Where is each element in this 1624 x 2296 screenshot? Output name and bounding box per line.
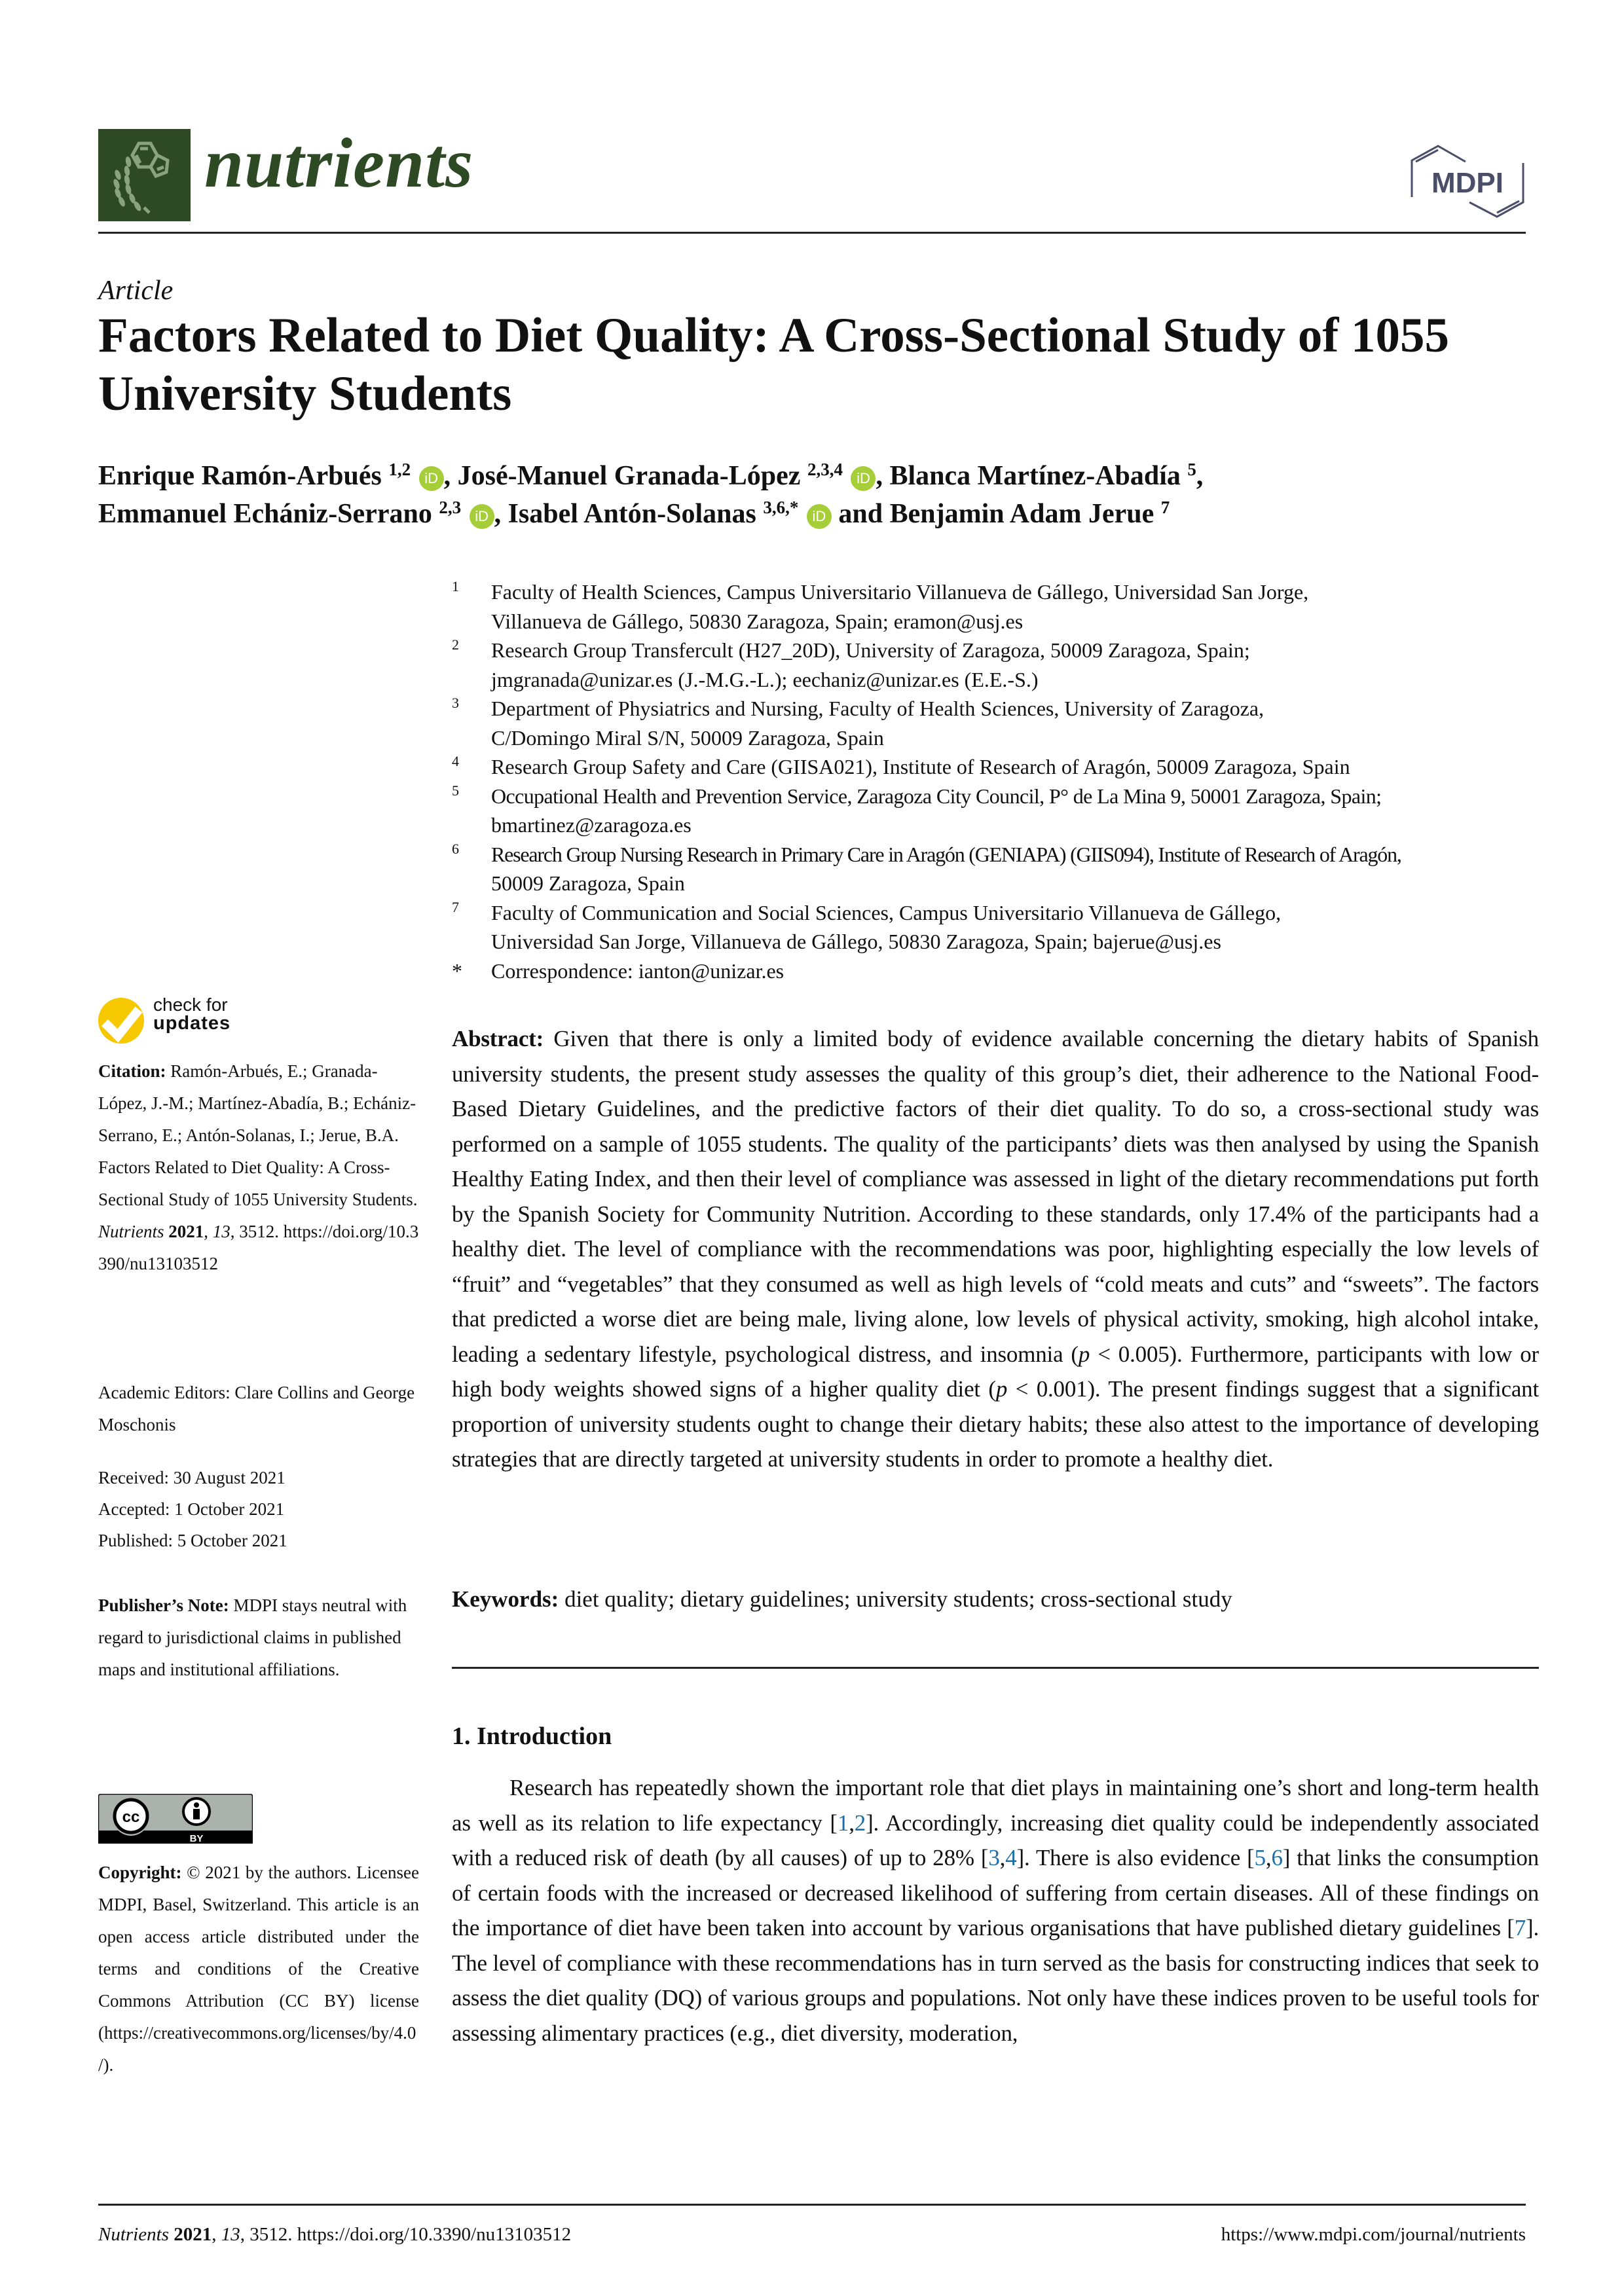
citation-text: Ramón-Arbués, E.; Granada-López, J.-M.; Martínez-Abadía, B.; Echániz-Serrano, E.; Antón-Solanas, I.; Jerue, B.A. Factors Related to Diet Quality: A Cross-Sectional Study of 1055 University Students. [98,1061,418,1209]
footer-year: 2021 [174,2224,212,2245]
citation-pages: , 3512. [230,1222,280,1241]
affiliation-number: 3 [452,695,459,711]
body-text: , [999,1845,1006,1870]
author-separator: and [831,499,890,529]
reference-link[interactable]: 4 [1005,1845,1017,1870]
body-text: Research has repeatedly shown the important role that diet plays in maintaining one’s short and long-term health as well as its relation to life expectancy [ [452,1775,1539,1836]
affiliation-number: 5 [452,782,459,799]
reference-link[interactable]: 2 [854,1810,866,1836]
article-type: Article [98,276,174,306]
affiliation-item [452,840,1539,898]
section-heading-introduction: 1. Introduction [452,1722,612,1750]
publisher-note-text: MDPI stays neutral with regard to jurisdictional claims in published maps and institutional affiliations. [98,1595,407,1679]
citation-year: 2021 [168,1222,204,1241]
citation-block: Citation: Ramón-Arbués, E.; Granada-López, J.-M.; Martínez-Abadía, B.; Echániz-Serrano, E.; Antón-Solanas, I.; Jerue, B.A. Factors Related to Diet Quality: A Cross-Sectional Study of 1055 University Students. Nutrients 2021, 13, 3512. https://doi.org/10.3390/nu13103512 [98,1061,419,1273]
reference-link[interactable]: 3 [988,1845,1000,1870]
affiliation-item [452,577,1539,636]
affiliation-line: Universidad San Jorge, Villanueva de Gállego, 50830 Zaragoza, Spain; bajerue@usj.es [491,930,1221,953]
reference-link[interactable]: 7 [1514,1915,1526,1941]
wheat-molecule-icon [98,129,191,221]
keywords [452,1582,1539,1617]
cc-by-license-icon[interactable] [98,1794,253,1844]
title-line-2: University Students [98,367,512,421]
footer-doi-link[interactable]: , 3512. https://doi.org/10.3390/nu13103512 [240,2224,572,2245]
footer-journal-url[interactable]: https://www.mdpi.com/journal/nutrients [1221,2224,1526,2245]
affiliation-line: Research Group Nursing Research in Primary Care in Aragón (GENIAPA) (GIIS094), Institute of Research of Aragón, [491,842,1401,866]
header-rule [98,232,1526,234]
abstract-text: Given that there is only a limited body of evidence available concerning the dietary habits of Spanish university students, the present study assesses the quality of this group’s diet, their adherence to the National Food-Based Dietary Guidelines, and the predictive factors of their diet quality. To do so, a cross-sectional study was performed on a sample of 1055 students. The quality of the participants’ diets was then analysed by using the Spanish Healthy Eating Index, and then their level of compliance was assessed in light of the dietary recommendations put forth by the Spanish Society for Community Nutrition. According to these standards, only 17.4% of the participants had a healthy diet. The level of compliance with the recommendations was poor, highlighting especially the low levels of “fruit” and “vegetables” that they consumed as well as high levels of “cold meats and cuts” and “sweets”. The factors that predicted a worse diet are being male, living alone, low levels of physical activity, smoking, high alcohol intake, leading a sedentary lifestyle, psychological distress, and insomnia ( [452,1026,1539,1367]
author-name[interactable]: Benjamin Adam Jerue [889,499,1154,529]
correspondence-item [452,957,1539,986]
affiliation-item [452,636,1539,694]
reference-link[interactable]: 6 [1271,1845,1283,1870]
affiliation-item [452,898,1539,957]
author-affiliation-ref: 5 [1187,460,1196,479]
abstract-label: Abstract: [452,1026,544,1051]
affiliation-line: 50009 Zaragoza, Spain [491,871,685,895]
affiliation-line: Research Group Safety and Care (GIISA021), Institute of Research of Aragón, 50009 Zaragoza, Spain [491,755,1350,778]
body-text: ]. There is also evidence [ [1016,1845,1255,1870]
abstract-text: < 0.005). Furthermore, participants with low or high body weights showed signs of a higher quality diet ( [452,1341,1539,1402]
p-value-symbol: p [1078,1341,1090,1367]
copyright-text: © 2021 by the authors. Licensee MDPI, Basel, Switzerland. This article is an open access article distributed under the terms and conditions of the Creative Commons Attribution (CC BY) license (https://creativecommons.org/licenses/by/4.0/). [98,1863,420,2075]
footer-volume: 13 [221,2224,240,2245]
received-date: Received: 30 August 2021 [98,1468,286,1487]
reference-link[interactable]: 5 [1254,1845,1266,1870]
affiliation-line: Faculty of Health Sciences, Campus Universitario Villanueva de Gállego, Universidad San Jorge, [491,580,1309,604]
body-text: , [1265,1845,1272,1870]
publication-dates [98,1462,419,1556]
body-text: ]. Accordingly, increasing diet quality could be independently associated with a reduced risk of death (by all causes) of up to 28% [ [452,1810,1539,1870]
affiliation-line: jmgranada@unizar.es (J.-M.G.-L.); eechaniz@unizar.es (E.E.-S.) [491,667,1039,691]
author-name[interactable]: Blanca Martínez-Abadía [889,461,1181,491]
orcid-icon[interactable]: iD [807,504,832,529]
affiliation-line: Department of Physiatrics and Nursing, Faculty of Health Sciences, University of Zaragoza, [491,697,1264,720]
affiliation-number: * [452,958,462,983]
p-value-symbol: p [995,1376,1008,1402]
section-divider [452,1667,1539,1669]
affiliation-number: 1 [452,578,459,594]
citation-label: Citation: [98,1061,166,1081]
checkmark-icon [98,998,144,1044]
footer-citation: Nutrients 2021, 13, 3512. https://doi.org/10.3390/nu13103512 [98,2224,572,2245]
copyright-label: Copyright: [98,1863,182,1882]
author-affiliation-ref: 3,6,* [763,498,799,517]
affiliations-list [452,577,1539,985]
correspondence-line[interactable]: Correspondence: ianton@unizar.es [491,958,784,983]
check-for-label: check for [153,994,228,1015]
author-affiliation-ref: 1,2 [388,460,411,479]
publisher-note [98,1590,419,1686]
author-separator: , [494,499,508,529]
footer-rule [98,2204,1526,2206]
orcid-icon[interactable]: iD [470,504,494,529]
copyright-block [98,1857,419,2081]
orcid-icon[interactable]: iD [419,466,444,491]
author-affiliation-ref: 2,3 [439,498,462,517]
mdpi-logo-icon [1409,143,1526,221]
author-list [98,457,1539,533]
affiliation-line: C/Domingo Miral S/N, 50009 Zaragoza, Spain [491,725,884,750]
mdpi-logo-text: MDPI [1431,167,1504,199]
svg-text:cc: cc [122,1808,140,1826]
keywords-text: diet quality; dietary guidelines; university students; cross-sectional study [564,1586,1232,1612]
affiliation-number: 4 [452,753,459,769]
affiliation-item [452,694,1539,752]
citation-volume: 13 [212,1222,231,1241]
abstract-text: < 0.001). The present findings suggest that a significant proportion of university students ought to change their dietary habits; these also attest to the importance of developing strategies that are directly targeted at university students in order to promote a healthy diet. [452,1376,1539,1472]
accepted-date: Accepted: 1 October 2021 [98,1499,285,1519]
author-affiliation-ref: 2,3,4 [807,460,843,479]
reference-link[interactable]: 1 [837,1810,849,1836]
citation-doi-link[interactable]: https://doi.org/10.3390/nu13103512 [98,1222,419,1273]
affiliation-item [452,782,1539,840]
body-text: ] that links the consumption of certain foods with the increased or decreased likelihood of suffering from certain diseases. All of these findings on the importance of diet have been taken into account by various organisations that have published dietary guidelines [ [452,1845,1539,1941]
check-for-updates-button[interactable] [98,994,242,1037]
journal-name: nutrients [204,124,474,202]
citation-journal: Nutrients [98,1222,164,1241]
orcid-icon[interactable]: iD [851,466,876,491]
abstract [452,1021,1539,1477]
affiliation-line: Occupational Health and Prevention Service, Zaragoza City Council, P° de La Mina 9, 50001 Zaragoza, Spain; [491,784,1382,808]
body-text: , [849,1810,855,1836]
affiliation-number: 2 [452,636,459,653]
academic-editors: Academic Editors: Clare Collins and George Moschonis [98,1383,415,1434]
author-affiliation-ref: 7 [1160,498,1170,517]
author-separator: , [876,461,890,491]
journal-logo [98,129,191,221]
cc-by-label: BY [189,1833,204,1844]
affiliation-number: 7 [452,898,459,915]
author-name[interactable]: Enrique Ramón-Arbués [98,461,382,491]
affiliation-item [452,752,1539,782]
introduction-paragraph [452,1770,1539,2050]
author-separator: , [443,461,458,491]
keywords-label: Keywords: [452,1586,559,1612]
affiliation-line: Villanueva de Gállego, 50830 Zaragoza, Spain; eramon@usj.es [491,609,1024,633]
author-separator: , [1196,461,1204,491]
footer-journal: Nutrients [98,2224,169,2245]
article-title [98,306,1539,423]
updates-label: updates [153,1013,231,1034]
affiliation-line: bmartinez@zaragoza.es [491,813,692,837]
published-date: Published: 5 October 2021 [98,1531,287,1550]
affiliation-number: 6 [452,840,459,857]
author-name[interactable]: José-Manuel Granada-López [457,461,801,491]
publisher-note-label: Publisher’s Note: [98,1595,229,1615]
author-name[interactable]: Emmanuel Echániz-Serrano [98,499,432,529]
affiliation-line: Faculty of Communication and Social Sciences, Campus Universitario Villanueva de Gállego, [491,900,1282,924]
author-name[interactable]: Isabel Antón-Solanas [507,499,756,529]
body-text: ]. The level of compliance with these recommendations has in turn served as the basis for constructing indices that seek to assess the diet quality (DQ) of various groups and populations. Not only have these indices proven to be useful tools for assessing alimentary practices (e.g., diet diversity, moderation, [452,1915,1539,2046]
title-line-1: Factors Related to Diet Quality: A Cross-Sectional Study of 1055 [98,308,1450,363]
affiliation-line: Research Group Transfercult (H27_20D), University of Zaragoza, 50009 Zaragoza, Spain; [491,638,1250,662]
